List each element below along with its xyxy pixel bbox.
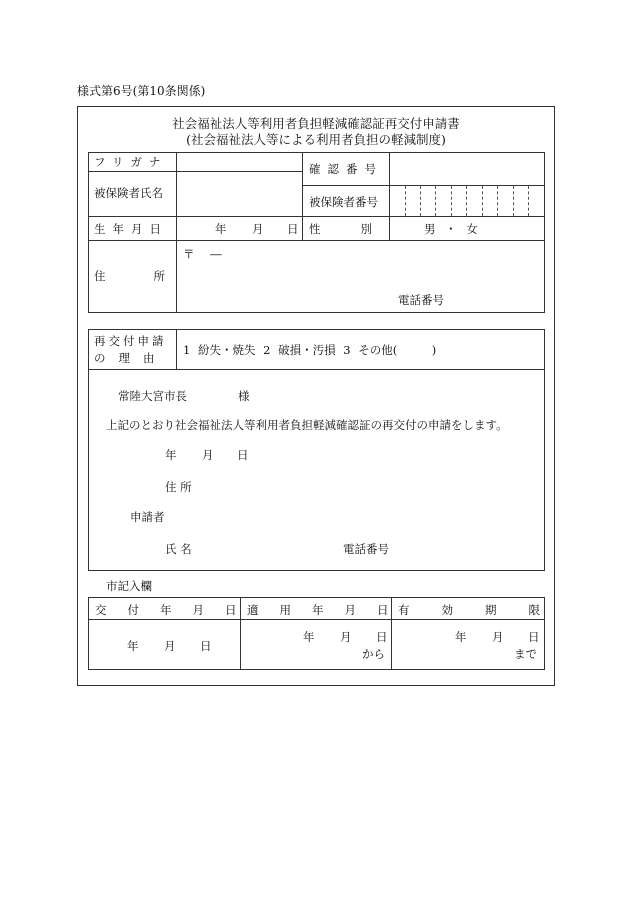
addressee: 常陸大宮市長 xyxy=(118,389,187,403)
expiry-label: 有効期限 xyxy=(398,603,572,617)
birthdate-day: 日 xyxy=(287,222,299,236)
number-cell-divider xyxy=(482,186,483,216)
label-column-divider xyxy=(176,152,177,313)
effective-day: 日 xyxy=(376,630,388,644)
honorific: 様 xyxy=(238,389,250,403)
issue-date-label: 交付年月日 xyxy=(95,603,258,617)
number-cell-divider xyxy=(497,186,498,216)
applicant-address-label: 住 所 xyxy=(165,480,192,494)
postal-mark: 〒 ― xyxy=(183,247,228,261)
birthdate-month: 月 xyxy=(252,222,264,236)
address-label: 住所 xyxy=(94,269,213,283)
applicant-name-label: 氏 名 xyxy=(165,542,192,556)
number-cell-divider xyxy=(466,186,467,216)
confirmation-divider xyxy=(302,185,545,186)
issue-year: 年 xyxy=(127,639,139,653)
application-date-year: 年 xyxy=(165,448,177,462)
issue-day: 日 xyxy=(200,639,212,653)
phone-label: 電話番号 xyxy=(398,293,444,307)
row-divider-birthdate-bottom xyxy=(88,240,545,241)
expiry-year: 年 xyxy=(455,630,467,644)
expiry-month: 月 xyxy=(492,630,504,644)
expiry-day: 日 xyxy=(528,630,540,644)
number-cell-divider xyxy=(528,186,529,216)
gender-label: 性別 xyxy=(309,222,412,236)
expiry-until: まで xyxy=(514,647,537,661)
applicant-phone-label: 電話番号 xyxy=(343,542,389,556)
effective-month: 月 xyxy=(340,630,352,644)
effective-date-label: 適用年月日 xyxy=(247,603,410,617)
number-cell-divider xyxy=(451,186,452,216)
applicant-label: 申請者 xyxy=(130,510,165,524)
city-table-header-divider xyxy=(88,619,545,620)
row-divider-birthdate-top xyxy=(88,216,545,217)
form-subtitle: (社会福祉法人等による利用者負担の軽減制度) xyxy=(186,132,446,147)
number-cell-divider xyxy=(405,186,406,216)
effective-year: 年 xyxy=(303,630,315,644)
confirmation-number-label: 確認番号 xyxy=(309,162,383,176)
birthdate-label: 生年月日 xyxy=(94,222,168,236)
furigana-divider xyxy=(88,171,302,172)
reason-options: 1 紛失・焼失 2 破損・汚損 3 その他( ) xyxy=(183,343,437,357)
reason-divider xyxy=(88,369,545,370)
gender-options: 男 ・ 女 xyxy=(424,222,481,236)
number-cell-divider xyxy=(513,186,514,216)
furigana-label-text: フリガナ xyxy=(94,155,168,169)
insured-number-label: 被保険者番号 xyxy=(309,195,378,209)
issue-month: 月 xyxy=(164,639,176,653)
declaration-statement: 上記のとおり社会福祉法人等利用者負担軽減確認証の再交付の申請をします。 xyxy=(106,418,508,432)
number-cell-divider xyxy=(420,186,421,216)
city-section-title: 市記入欄 xyxy=(106,579,152,593)
insured-name-label: 被保険者氏名 xyxy=(94,186,163,200)
reason-label-line1: 再交付申請 xyxy=(94,334,167,348)
birthdate-year: 年 xyxy=(215,222,227,236)
reason-label-divider xyxy=(176,329,177,369)
number-cell-divider xyxy=(435,186,436,216)
form-number: 様式第6号(第10条関係) xyxy=(77,84,206,98)
furigana-label xyxy=(94,154,170,170)
application-date-month: 月 xyxy=(202,448,214,462)
form-title: 社会福祉法人等利用者負担軽減確認証再交付申請書 xyxy=(172,116,460,131)
reason-label-line2: の理由 xyxy=(94,351,168,365)
application-date-day: 日 xyxy=(237,448,249,462)
mid-column-divider xyxy=(302,152,303,240)
effective-from: から xyxy=(362,647,385,661)
